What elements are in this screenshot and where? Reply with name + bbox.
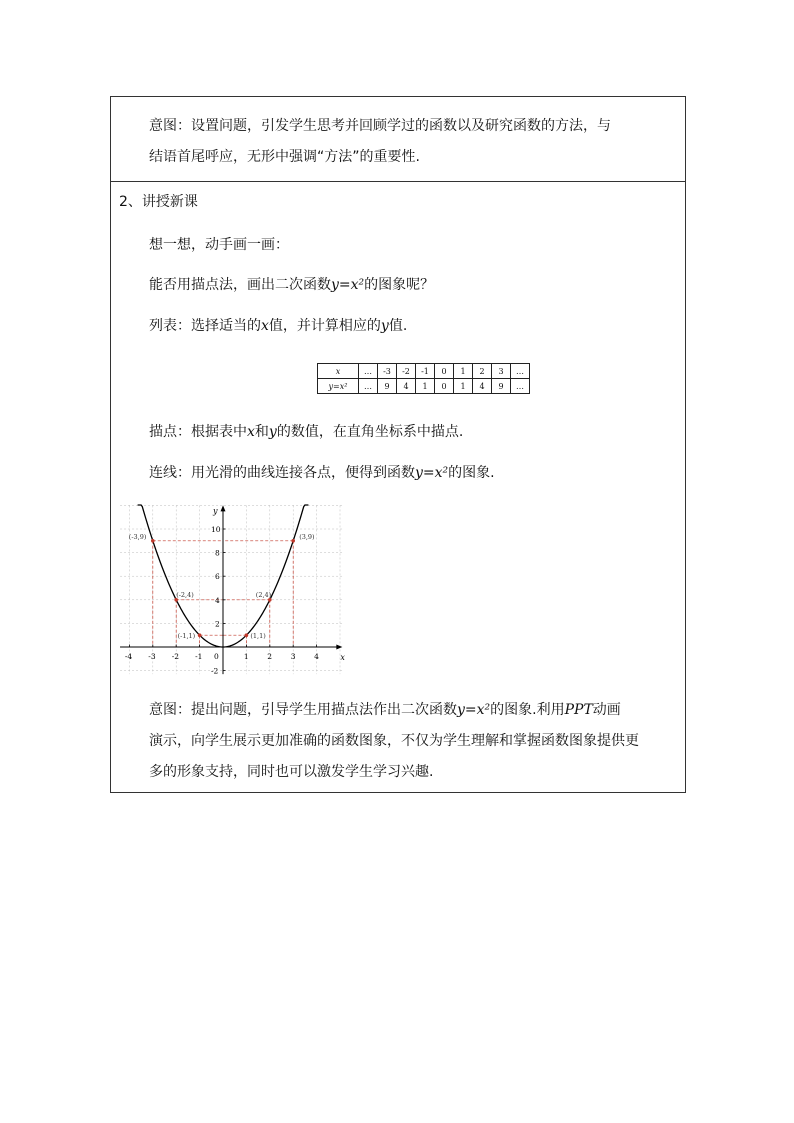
x-tick-label: 0 <box>214 652 219 661</box>
formula: y=x² <box>457 702 491 718</box>
table-cell: 0 <box>435 364 454 379</box>
connect-step-line <box>149 458 675 489</box>
x-tick-label: -1 <box>195 652 203 661</box>
x-tick-label: 3 <box>290 652 296 661</box>
parabola-chart <box>119 505 343 679</box>
point-label: (2,4) <box>255 590 272 599</box>
intent-paragraph-2 <box>149 695 675 788</box>
x-header-cell: x <box>318 364 359 379</box>
table-row <box>318 364 530 379</box>
y-tick-label: 6 <box>215 572 220 582</box>
x-axis-arrow <box>336 645 342 650</box>
y-header-cell: y=x² <box>318 379 359 394</box>
formula: y=x² <box>415 465 449 481</box>
connect-text: 连线：用光滑的曲线连接各点，便得到函数 <box>149 465 415 481</box>
intent2-line-3: 多的形象支持，同时也可以激发学生学习兴趣. <box>149 764 434 780</box>
plot-step-line <box>149 417 675 448</box>
intent-line-1: 意图：设置问题，引发学生思考并回顾学过的函数以及研究函数的方法，与 <box>149 118 611 134</box>
intent-paragraph-1 <box>149 111 675 173</box>
value-table <box>317 363 530 394</box>
plot-text-and: 和 <box>254 424 269 440</box>
x-tick-label: 2 <box>267 652 273 661</box>
var-y: y <box>268 424 277 440</box>
point-label: (-2,4) <box>176 590 194 599</box>
var-y: y <box>380 318 389 334</box>
table-cell: … <box>359 364 378 379</box>
ppt-label: PPT <box>564 702 593 718</box>
question-line <box>149 270 675 301</box>
point-label: (3,9) <box>299 532 315 541</box>
x-tick-label: 4 <box>314 652 319 661</box>
y-tick-label: 4 <box>215 595 220 605</box>
table-row <box>318 379 530 394</box>
var-x: x <box>247 424 255 440</box>
table-cell: 1 <box>454 364 473 379</box>
table-cell: 0 <box>435 379 454 394</box>
var-x: x <box>261 318 269 334</box>
data-point <box>291 539 295 543</box>
table-cell: 4 <box>473 379 492 394</box>
y-tick-label: 2 <box>215 619 220 629</box>
point-label: (-3,9) <box>128 532 147 541</box>
table-cell: -1 <box>416 364 435 379</box>
intent2-text-end: 动画 <box>592 702 621 718</box>
x-tick-label: 1 <box>243 652 249 661</box>
table-cell: 3 <box>492 364 511 379</box>
table-cell: … <box>511 379 530 394</box>
table-cell: 4 <box>397 379 416 394</box>
intent-line-2: 结语首尾呼应，无形中强调“方法”的重要性. <box>149 149 420 165</box>
table-cell: 9 <box>492 379 511 394</box>
list-text-end: 值. <box>388 318 408 334</box>
intent2-text-mid: 的图象.利用 <box>490 702 565 718</box>
y-tick-label: -2 <box>211 666 219 676</box>
question-end: 的图象呢？ <box>364 277 435 293</box>
section-heading: 2、讲授新课 <box>119 194 198 210</box>
formula: y=x² <box>331 277 365 293</box>
plot-text: 描点：根据表中 <box>149 424 247 440</box>
think-line: 想一想，动手画一画： <box>149 237 289 253</box>
row-divider <box>111 181 685 182</box>
data-point <box>151 539 155 543</box>
table-cell: 9 <box>378 379 397 394</box>
x-tick-label: -4 <box>124 652 133 661</box>
table-cell: 1 <box>454 379 473 394</box>
table-cell: -2 <box>397 364 416 379</box>
question-text: 能否用描点法，画出二次函数 <box>149 277 331 293</box>
list-step-line <box>149 311 675 342</box>
point-label: (1,1) <box>250 632 266 641</box>
intent2-text: 意图：提出问题，引导学生用描点法作出二次函数 <box>149 702 457 718</box>
y-axis-label: y <box>213 506 218 516</box>
list-text: 列表：选择适当的 <box>149 318 261 334</box>
x-tick-label: -3 <box>148 652 156 661</box>
x-axis-label: x <box>340 653 345 662</box>
table-cell: 1 <box>416 379 435 394</box>
y-tick-label: 10 <box>211 525 221 534</box>
lesson-table <box>110 96 686 793</box>
y-tick-label: 8 <box>215 548 220 558</box>
point-label: (-1,1) <box>177 632 196 641</box>
data-point <box>198 633 202 637</box>
table-cell: -3 <box>378 364 397 379</box>
intent2-line-2: 演示，向学生展示更加准确的函数图象，不仅为学生理解和掌握函数图象提供更 <box>149 733 639 749</box>
list-text-mid: 值，并计算相应的 <box>268 318 381 334</box>
x-tick-label: -2 <box>171 652 180 661</box>
table-cell: … <box>359 379 378 394</box>
plot-text-end: 的数值，在直角坐标系中描点. <box>276 424 464 440</box>
y-axis-arrow <box>221 505 226 511</box>
table-cell: 2 <box>473 364 492 379</box>
data-point <box>245 633 249 637</box>
table-cell: … <box>511 364 530 379</box>
connect-text-end: 的图象. <box>448 465 495 481</box>
